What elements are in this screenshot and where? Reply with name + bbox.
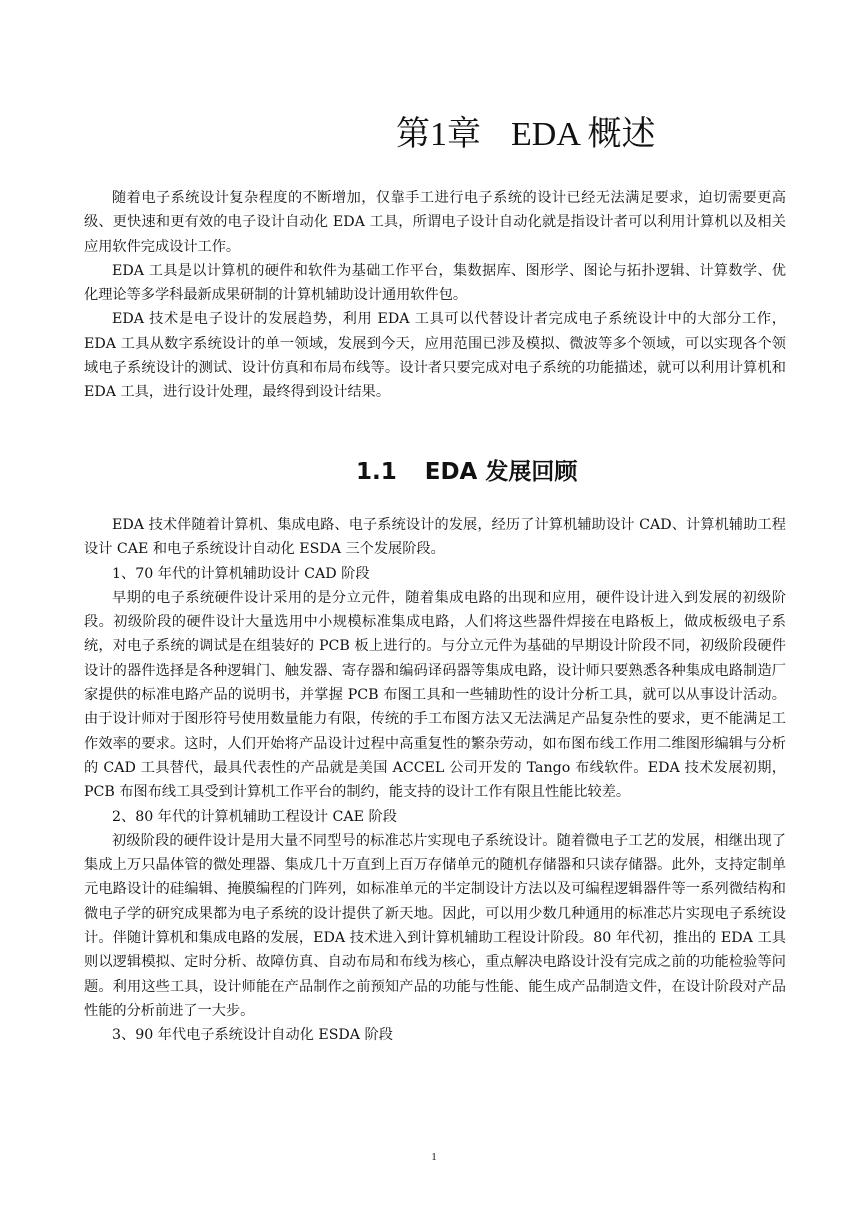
page-footer	[0, 1150, 868, 1164]
section-heading-text: EDA 发展回顾	[424, 459, 578, 485]
body-paragraph: 随着电子系统设计复杂程度的不断增加，仅靠手工进行电子系统的设计已经无法满足要求，迫切需要更高级、更快速和更有效的电子设计自动化 EDA 工具，所谓电子设计自动化就是指设计者可以利用计算机以及相关应用软件完成设计工作。	[84, 190, 786, 255]
body-paragraph: 早期的电子系统硬件设计采用的是分立元件，随着集成电路的出现和应用，硬件设计进入到发展的初级阶段。初级阶段的硬件设计大量选用中小规模标准集成电路，人们将这些器件焊接在电路板上，做成板级电子系统，对电子系统的调试是在组装好的 PCB 板上进行的。与分立元件为基础的早期设计阶段不同，初级阶段硬件设计的器件选择是各种逻辑门、触发器、寄存器和编码译码器等集成电路，设计师只要熟悉各种集成电路制造厂家提供的标准电路产品的说明书，并掌握 PCB 布图工具和一些辅助性的设计分析工具，就可以从事设计活动。由于设计师对于图形符号使用数量能力有限，传统的手工布图方法又无法满足产品复杂性的要求，更不能满足工作效率的要求。这时，人们开始将产品设计过程中高重复性的繁杂劳动，如布图布线工作用二维图形编辑与分析的 CAD 工具替代，最具代表性的产品就是美国 ACCEL 公司开发的 Tango 布线软件。EDA 技术发展初期，PCB 布图布线工具受到计算机工作平台的制约，能支持的设计工作有限且性能比较差。	[84, 589, 786, 801]
body-paragraph: EDA 工具是以计算机的硬件和软件为基础工作平台，集数据库、图形学、图论与拓扑逻辑、计算数学、优化理论等多学科最新成果研制的计算机辅助设计通用软件包。	[84, 262, 786, 304]
chapter-title	[0, 110, 868, 160]
body-paragraph: EDA 技术伴随着计算机、集成电路、电子系统设计的发展，经历了计算机辅助设计 CAD、计算机辅助工程设计 CAE 和电子系统设计自动化 ESDA 三个发展阶段。	[84, 517, 786, 558]
subheading-paragraph: 1、70 年代的计算机辅助设计 CAD 阶段	[112, 565, 370, 582]
section-title	[0, 455, 868, 489]
subheading-paragraph: 2、80 年代的计算机辅助工程设计 CAE 阶段	[112, 808, 397, 825]
intro-text-block	[84, 186, 786, 405]
page-number: 1	[431, 1151, 437, 1163]
body-paragraph: 初级阶段的硬件设计是用大量不同型号的标准芯片实现电子系统设计。随着微电子工艺的发展，相继出现了集成上万只晶体管的微处理器、集成几十万直到上百万存储单元的随机存储器和只读存储器。此外，支持定制单元电路设计的硅编辑、掩膜编程的门阵列，如标准单元的半定制设计方法以及可编程逻辑器件等一系列微结构和微电子学的研究成果都为电子系统的设计提供了新天地。因此，可以用少数几种通用的标准芯片实现电子系统设计。伴随计算机和集成电路的发展，EDA 技术进入到计算机辅助工程设计阶段。80 年代初，推出的 EDA 工具则以逻辑模拟、定时分析、故障仿真、自动布局和布线为核心，重点解决电路设计没有完成之前的功能检验等问题。利用这些工具，设计师能在产品制作之前预知产品的功能与性能、能生成产品制造文件，在设计阶段对产品性能的分析前进了一大步。	[84, 832, 786, 1019]
body-paragraph: EDA 技术是电子设计的发展趋势，利用 EDA 工具可以代替设计者完成电子系统设计中的大部分工作，EDA 工具从数字系统设计的单一领域，发展到今天，应用范围已涉及模拟、微波等多个领域，可以实现各个领域电子系统设计的测试、设计仿真和布局布线等。设计者只要完成对电子系统的功能描述，就可以利用计算机和 EDA 工具，进行设计处理，最终得到设计结果。	[84, 311, 786, 401]
section-number: 1.1	[356, 459, 397, 485]
section-text-block	[84, 513, 786, 1048]
chapter-heading-text: EDA 概述	[511, 116, 656, 153]
chapter-number: 第1章	[396, 116, 481, 153]
subheading-paragraph: 3、90 年代电子系统设计自动化 ESDA 阶段	[112, 1027, 393, 1044]
